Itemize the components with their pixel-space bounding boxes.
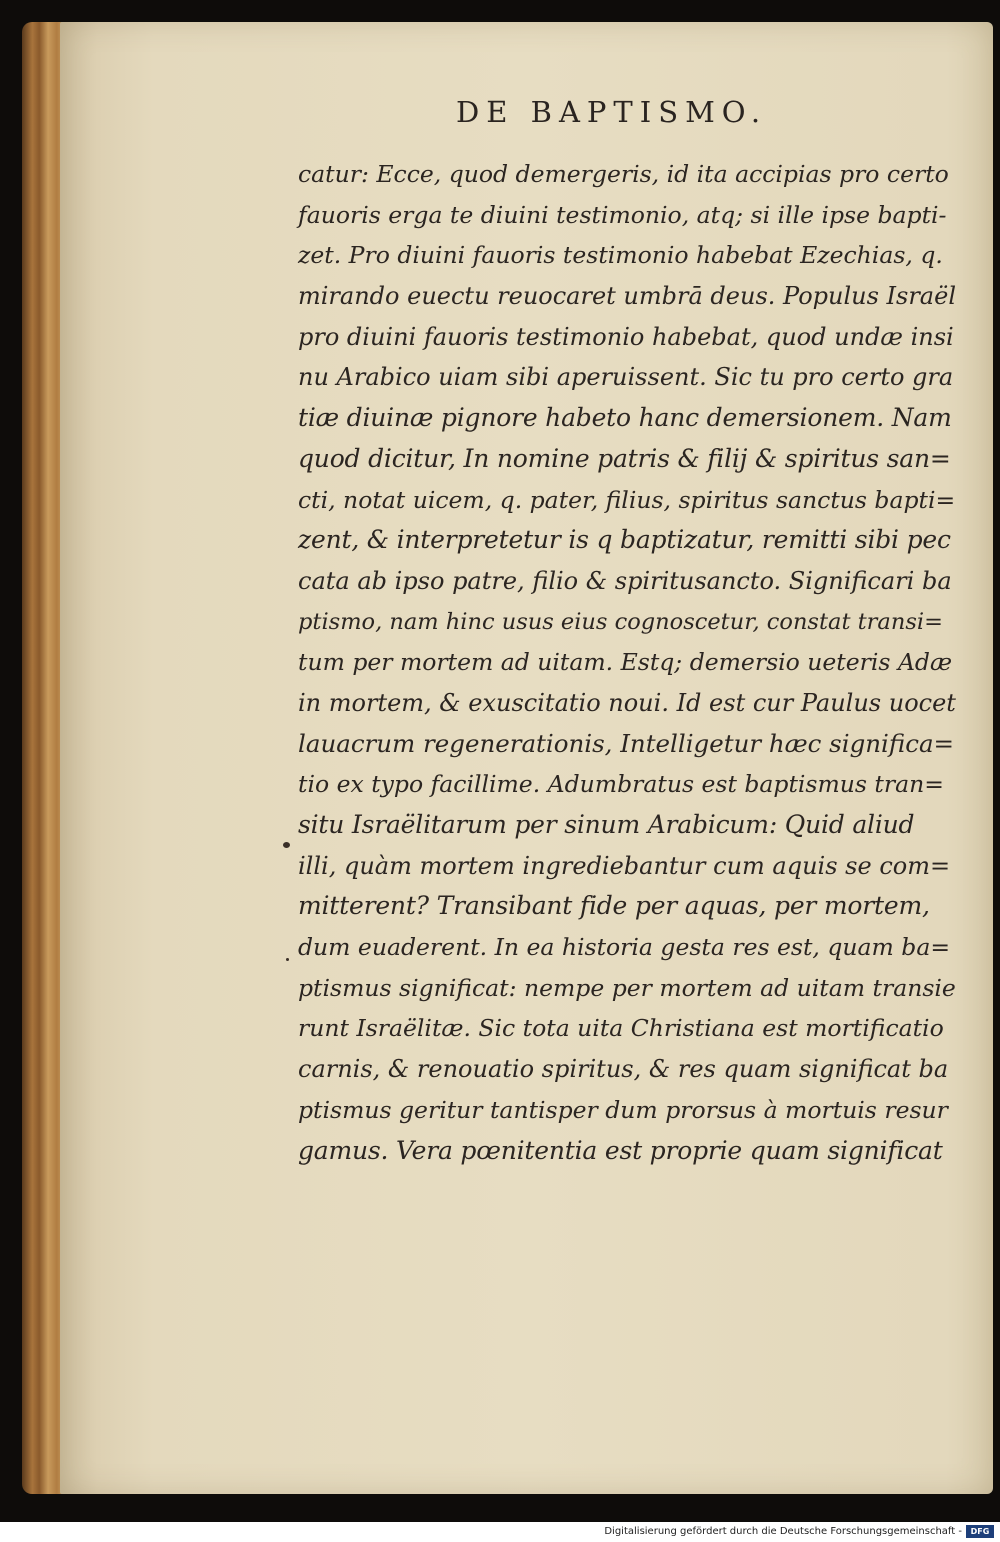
text-line: tiæ diuinæ pignore habeto hanc demersionem. Nam <box>298 403 952 433</box>
text-line: zet. Pro diuini fauoris testimonio habebat Ezechias, q. <box>298 241 943 270</box>
text-line: catur: Ecce, quod demergeris, id ita accipias pro certo <box>298 160 949 188</box>
text-line: tio ex typo facillime. Adumbratus est baptismus tran= <box>298 770 944 799</box>
text-line: ptismus geritur tantisper dum prorsus à mortuis resur <box>298 1095 948 1124</box>
text-line: cti, notat uicem, q. pater, filius, spiritus sanctus bapti= <box>298 485 956 514</box>
text-line: mirando euectu reuocaret umbrā deus. Populus Israël <box>298 282 956 311</box>
text-line: nu Arabico uiam sibi aperuissent. Sic tu pro certo gra <box>298 363 954 392</box>
text-line: runt Israëlitæ. Sic tota uita Christiana est mortificatio <box>298 1014 944 1043</box>
ink-speck <box>283 842 290 848</box>
text-line: carnis, & renouatio spiritus, & res quam significat ba <box>298 1055 949 1084</box>
text-line: mitterent? Transibant fide per aquas, per mortem, <box>298 891 930 921</box>
ink-speck <box>286 958 289 961</box>
text-line: ptismus significat: nempe per mortem ad uitam transie <box>298 973 956 1002</box>
text-line: lauacrum regenerationis, Intelligetur hæc significa= <box>298 728 955 758</box>
text-line: in mortem, & exuscitatio noui. Id est cur Paulus uocet <box>298 688 956 717</box>
text-line: tum per mortem ad uitam. Estq; demersio ueteris Adæ <box>298 648 953 677</box>
digitization-credit: Digitalisierung gefördert durch die Deutsche Forschungsgemeinschaft - <box>604 1526 962 1537</box>
text-line: fauoris erga te diuini testimonio, atq; si ille ipse bapti- <box>298 200 947 229</box>
text-line: illi, quàm mortem ingrediebantur cum aquis se com= <box>298 851 951 880</box>
text-line: ptismo, nam hinc usus eius cognoscetur, constat transi= <box>298 608 943 635</box>
text-line: zent, & interpretetur is q baptizatur, remitti sibi pec <box>298 525 951 555</box>
text-line: cata ab ipso patre, filio & spiritusancto. Significari ba <box>298 566 952 595</box>
body-text <box>298 154 956 1171</box>
dfg-logo: DFG <box>966 1525 994 1538</box>
running-head: DE BAPTISMO. <box>456 95 768 129</box>
text-line: quod dicitur, In nomine patris & filij & spiritus san= <box>298 443 951 473</box>
text-line: dum euaderent. In ea historia gesta res est, quam ba= <box>298 933 951 962</box>
text-line: gamus. Vera pœnitentia est proprie quam significat <box>298 1135 943 1165</box>
text-line: pro diuini fauoris testimonio habebat, quod undæ insi <box>298 322 954 351</box>
text-line: situ Israëlitarum per sinum Arabicum: Quid aliud <box>298 810 915 839</box>
